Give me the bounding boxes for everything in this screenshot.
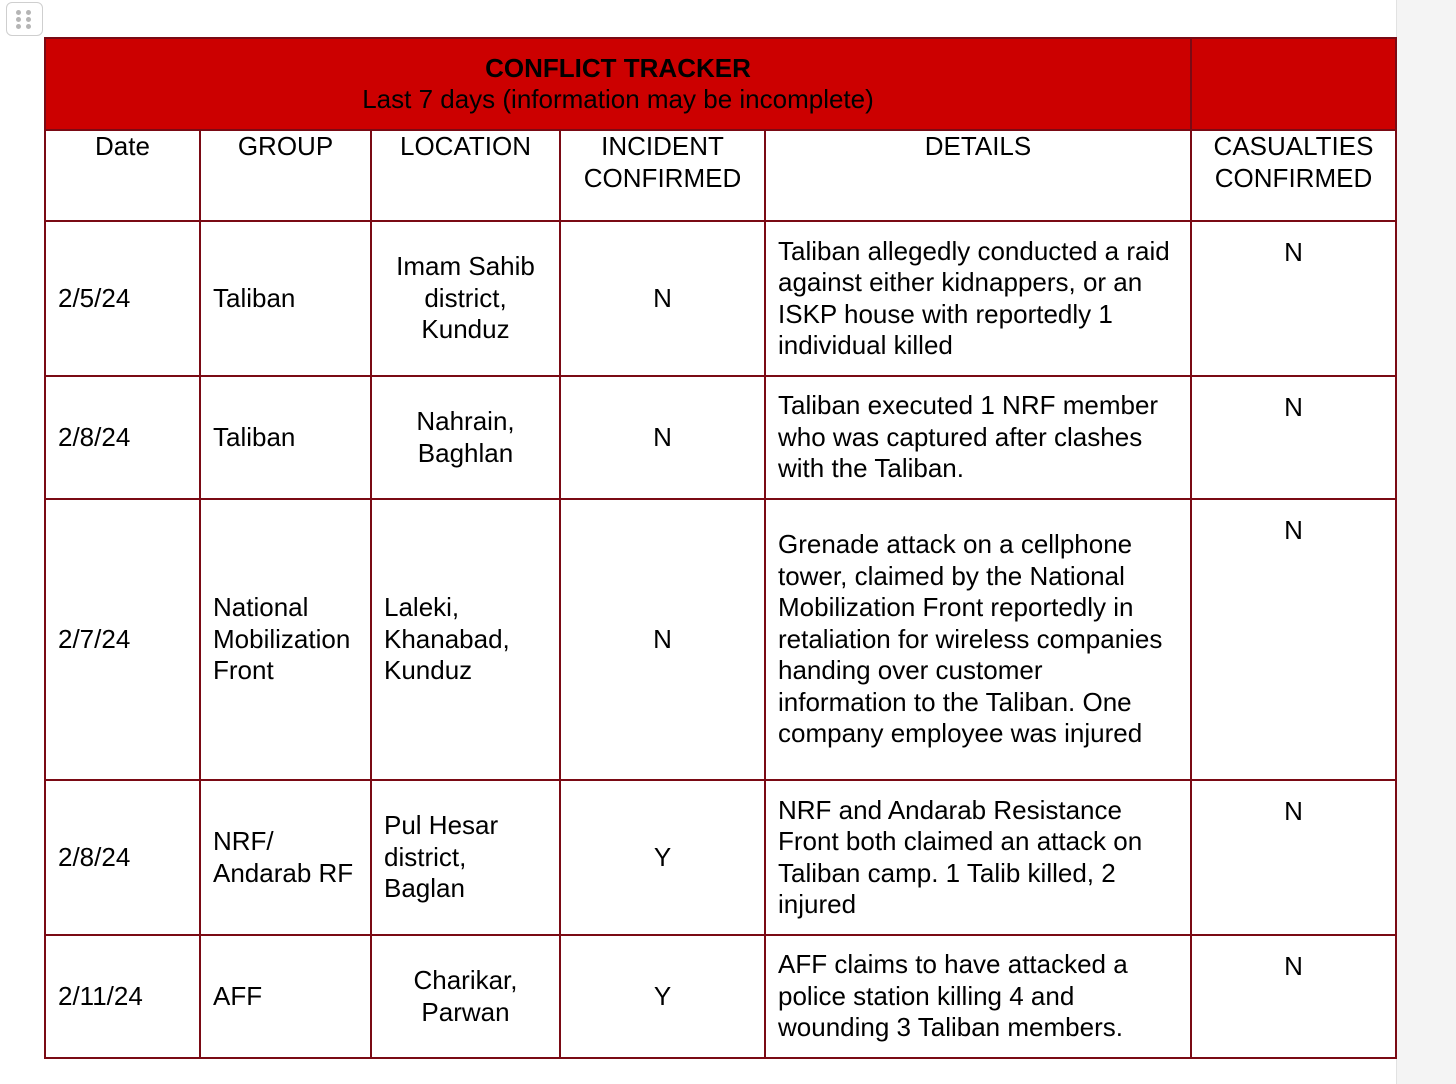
table-subtitle: Last 7 days (information may be incomplete) [362,84,874,114]
group-cell: AFF [200,935,371,1058]
casualties-confirmed-cell: N [1191,499,1396,780]
incident-confirmed-cell: N [560,221,765,376]
details-cell: AFF claims to have attacked a police station killing 4 and wounding 3 Taliban members. [765,935,1191,1058]
location-cell: Pul Hesar district, Baglan [371,780,560,935]
editor-right-margin [1396,0,1456,1084]
table-row [45,935,1396,1058]
location-cell: Nahrain, Baghlan [371,376,560,499]
column-header-date: Date [45,130,200,221]
table-row [45,780,1396,935]
column-header-details: DETAILS [765,130,1191,221]
column-header-group: GROUP [200,130,371,221]
details-cell: Taliban executed 1 NRF member who was captured after clashes with the Taliban. [765,376,1191,499]
details-cell: Grenade attack on a cellphone tower, claimed by the National Mobilization Front reportedly in retaliation for wireless companies handing over customer information to the Taliban. One company employee was injured [765,499,1191,780]
group-cell: Taliban [200,221,371,376]
column-header-casualties-confirmed: CASUALTIES CONFIRMED [1191,130,1396,221]
date-cell: 2/8/24 [45,376,200,499]
conflict-tracker-table [44,37,1397,1059]
casualties-confirmed-cell: N [1191,376,1396,499]
table-banner-empty-cell [1191,38,1396,130]
table-banner-row [45,38,1396,130]
location-cell: Laleki, Khanabad, Kunduz [371,499,560,780]
table-row [45,499,1396,780]
casualties-confirmed-cell: N [1191,935,1396,1058]
table-row [45,376,1396,499]
casualties-confirmed-cell: N [1191,221,1396,376]
incident-confirmed-cell: Y [560,780,765,935]
casualties-confirmed-cell: N [1191,780,1396,935]
group-cell: Taliban [200,376,371,499]
date-cell: 2/5/24 [45,221,200,376]
location-cell: Charikar, Parwan [371,935,560,1058]
column-header-incident-confirmed: INCIDENT CONFIRMED [560,130,765,221]
table-row [45,221,1396,376]
incident-confirmed-cell: N [560,499,765,780]
table-banner [45,38,1191,130]
location-cell: Imam Sahib district, Kunduz [371,221,560,376]
details-cell: NRF and Andarab Resistance Front both claimed an attack on Taliban camp. 1 Talib killed, 2 injured [765,780,1191,935]
group-cell: National Mobilization Front [200,499,371,780]
drag-handle-icon[interactable] [6,2,43,36]
incident-confirmed-cell: N [560,376,765,499]
details-cell: Taliban allegedly conducted a raid against either kidnappers, or an ISKP house with reportedly 1 individual killed [765,221,1191,376]
group-cell: NRF/ Andarab RF [200,780,371,935]
table-title: CONFLICT TRACKER [485,52,751,83]
date-cell: 2/8/24 [45,780,200,935]
incident-confirmed-cell: Y [560,935,765,1058]
date-cell: 2/7/24 [45,499,200,780]
date-cell: 2/11/24 [45,935,200,1058]
column-header-row [45,130,1396,221]
column-header-location: LOCATION [371,130,560,221]
